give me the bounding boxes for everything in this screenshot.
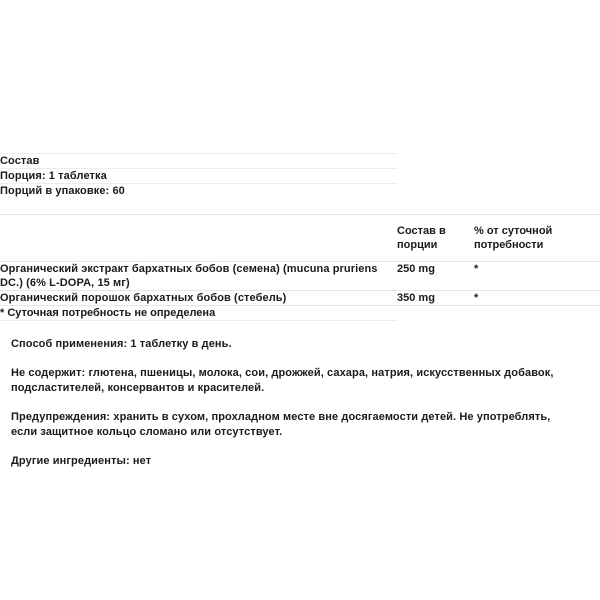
empty-cell (474, 306, 600, 321)
supplement-facts-panel (0, 153, 600, 321)
other-ingredients-text: Другие ингредиенты: нет (11, 454, 152, 467)
table-row (0, 291, 600, 306)
facts-title: Состав (0, 154, 397, 169)
empty-cell (474, 184, 600, 199)
table-row-title (0, 154, 600, 169)
empty-cell (474, 154, 600, 169)
table-footnote-row (0, 306, 600, 321)
column-header-label (0, 215, 397, 262)
ingredient-name: Органический экстракт бархатных бобов (семена) (mucuna pruriens DC.) (6% L-DOPA, 15 мг) (0, 262, 397, 291)
ingredient-amount: 350 mg (397, 291, 474, 306)
empty-cell (397, 169, 474, 184)
free-from-text: Не содержит: глютена, пшеницы, молока, сои, дрожжей, сахара, натрия, искусственных добавок, подсластителей, консервантов и красителей. (11, 366, 554, 394)
table-row (0, 262, 600, 291)
table-row-serving-size (0, 169, 600, 184)
product-details (11, 337, 579, 469)
spacer-cell (474, 198, 600, 215)
daily-value-footnote: * Суточная потребность не определена (0, 306, 397, 321)
spacer-cell (0, 198, 397, 215)
servings-per-container: Порций в упаковке: 60 (0, 184, 397, 199)
table-spacer (0, 198, 600, 215)
serving-size: Порция: 1 таблетка (0, 169, 397, 184)
warnings-text: Предупреждения: хранить в сухом, прохладном месте вне досягаемости детей. Не употреблять, если защитное кольцо сломано или отсутствует. (11, 410, 551, 438)
table-row-servings-per-container (0, 184, 600, 199)
spacer-cell (397, 198, 474, 215)
empty-cell (397, 154, 474, 169)
column-header-amount: Состав в порции (397, 215, 474, 262)
empty-cell (397, 306, 474, 321)
ingredient-daily-value: * (474, 291, 600, 306)
empty-cell (474, 169, 600, 184)
supplement-facts-table (0, 153, 600, 321)
ingredient-daily-value: * (474, 262, 600, 291)
directions-text: Способ применения: 1 таблетку в день. (11, 338, 232, 350)
ingredient-amount: 250 mg (397, 262, 474, 291)
empty-cell (397, 184, 474, 199)
ingredient-name: Органический порошок бархатных бобов (стебель) (0, 291, 397, 306)
column-header-daily-value: % от суточной потребности (474, 215, 600, 262)
table-header-row (0, 215, 600, 262)
